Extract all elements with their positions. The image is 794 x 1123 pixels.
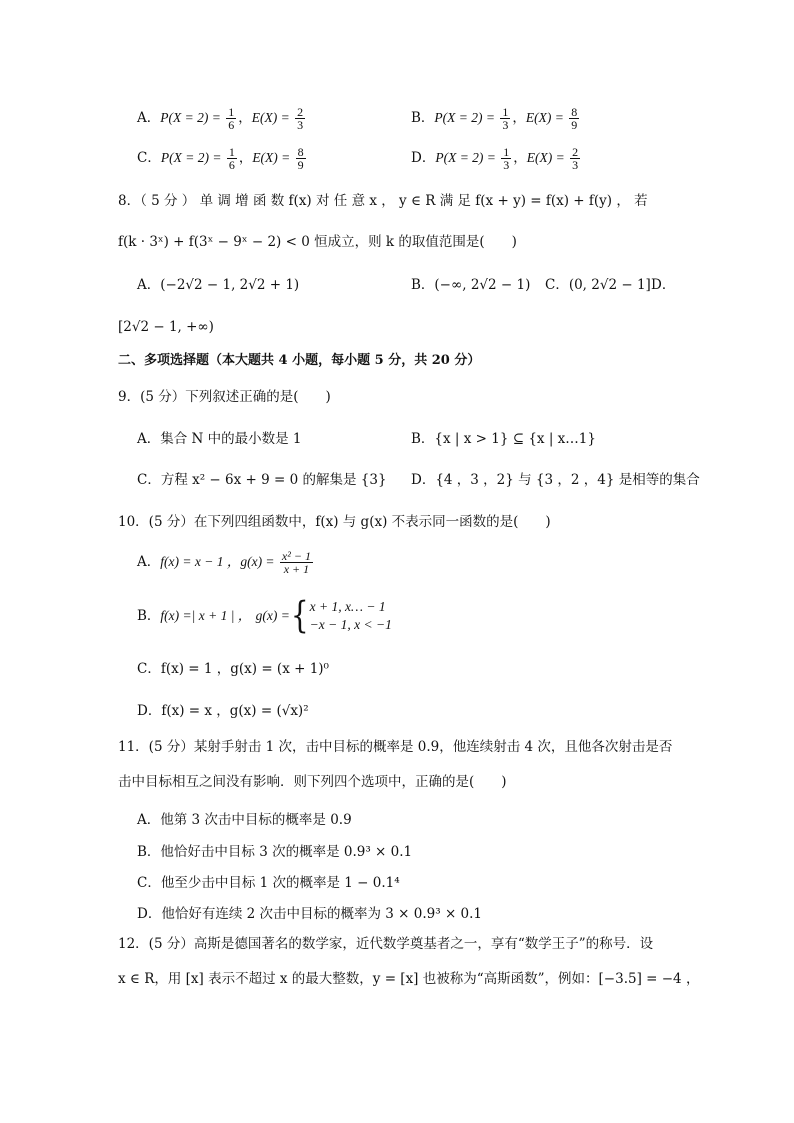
prob-expr: P(X = 2) = <box>435 150 500 165</box>
q8-option-d: D． <box>651 277 676 293</box>
expect-expr: E(X) = <box>251 110 294 125</box>
fraction <box>570 146 580 171</box>
q9-option-b: B．{x | x > 1} ⊆ {x | x…1} <box>411 431 596 447</box>
numerator: 2 <box>297 105 304 119</box>
prob-expr: P(X = 2) = <box>160 110 225 125</box>
q9-option-c: C．方程 x² − 6x + 9 = 0 的解集是 {3} <box>137 472 387 488</box>
numerator: 1 <box>228 105 235 119</box>
numerator: 2 <box>572 145 579 159</box>
q7-option-d <box>411 146 582 172</box>
denominator: 3 <box>503 158 510 172</box>
q10-stem: 10．(5 分）在下列四组函数中，f(x) 与 g(x) 不表示同一函数的是( ) <box>118 514 551 530</box>
separator: ， <box>512 110 526 126</box>
q10-option-a <box>137 550 315 582</box>
q8-option-a: A．(−2√2 − 1, 2√2 + 1) <box>137 277 300 293</box>
denominator: 6 <box>228 158 235 172</box>
q10-option-d: D．f(x) = x ，g(x) = (√x)² <box>137 703 309 719</box>
denominator: x + 1 <box>283 562 310 576</box>
q12-stem-line2: x ∈ R，用 [x] 表示不超过 x 的最大整数，y = [x] 也被称为“高斯函数”，例如：[−3.5] = −4 ， <box>118 971 700 987</box>
fraction <box>280 550 313 575</box>
denominator: 3 <box>502 118 509 132</box>
q11-stem-line2: 击中目标相互之间没有影响．则下列四个选项中，正确的是( ) <box>118 774 507 790</box>
q7-option-a <box>137 106 307 132</box>
prob-expr: P(X = 2) = <box>160 150 225 165</box>
denominator: 9 <box>297 158 304 172</box>
fraction <box>227 146 237 171</box>
q9-stem: 9．(5 分）下列叙述正确的是( ) <box>118 389 331 405</box>
g-expr: g(x) = <box>255 608 290 623</box>
separator: ， <box>513 150 527 166</box>
numerator: 8 <box>297 145 304 159</box>
option-label: B． <box>137 608 161 624</box>
numerator: x² − 1 <box>281 549 311 563</box>
piecewise-cases <box>310 598 392 634</box>
denominator: 6 <box>228 118 235 132</box>
separator: ， <box>238 110 252 126</box>
numerator: 1 <box>228 145 235 159</box>
q11-option-b: B．他恰好击中目标 3 次的概率是 0.9³ × 0.1 <box>137 844 413 860</box>
fraction <box>500 106 510 131</box>
section-heading: 二、多项选择题（本大题共 4 小题，每小题 5 分，共 20 分） <box>118 353 481 368</box>
expect-expr: E(X) = <box>252 150 294 165</box>
denominator: 3 <box>572 158 579 172</box>
fraction <box>501 146 511 171</box>
denominator: 9 <box>571 118 578 132</box>
q11-option-a: A．他第 3 次击中目标的概率是 0.9 <box>137 812 352 828</box>
q9-option-d: D．{4 ，3 ，2} 与 {3 ，2 ，4} 是相等的集合 <box>411 472 700 488</box>
numerator: 1 <box>502 105 509 119</box>
f-expr: f(x) =| x + 1 | ， <box>160 608 252 623</box>
option-label: C． <box>137 150 161 166</box>
denominator: 3 <box>297 118 304 132</box>
q7-option-b <box>411 106 581 132</box>
q8-stem-line1: 8．（ 5 分 ） 单 调 增 函 数 f(x) 对 任 意 x ， y ∈ R 满 足 f(x + y) = f(x) + f(y) ， 若 <box>118 193 648 209</box>
case-2: −x − 1, x < −1 <box>309 617 392 632</box>
numerator: 8 <box>571 105 578 119</box>
q8-option-b: B．(−∞, 2√2 − 1) <box>411 277 531 293</box>
q7-option-c <box>137 146 308 172</box>
q11-option-d: D．他恰好有连续 2 次击中目标的概率为 3 × 0.9³ × 0.1 <box>137 906 483 922</box>
q11-stem-line1: 11．(5 分）某射手射击 1 次，击中目标的概率是 0.9，他连续射击 4 次，且他各次射击是否 <box>118 739 673 755</box>
fraction <box>296 146 306 171</box>
q10-option-b <box>137 593 392 637</box>
q8-option-c: C．(0, 2√2 − 1] <box>545 277 651 293</box>
case-1: x + 1, x… − 1 <box>309 599 386 614</box>
q8-option-d-continued: [2√2 − 1, +∞) <box>118 319 214 335</box>
fraction <box>226 106 236 131</box>
q8-stem-line2: f(k · 3ˣ) + f(3ˣ − 9ˣ − 2) < 0 恒成立，则 k 的取值范围是( ) <box>118 234 517 250</box>
fraction <box>295 106 305 131</box>
option-label: B． <box>411 110 435 126</box>
option-label: A． <box>137 110 161 126</box>
option-label: A． <box>137 554 161 570</box>
numerator: 1 <box>503 145 510 159</box>
option-label: D． <box>411 150 436 166</box>
separator: ， <box>238 150 253 166</box>
expect-expr: E(X) = <box>525 110 568 125</box>
left-brace: { <box>290 593 309 637</box>
q11-option-c: C．他至少击中目标 1 次的概率是 1 − 0.1⁴ <box>137 875 400 891</box>
q10-option-c: C．f(x) = 1 ，g(x) = (x + 1)⁰ <box>137 661 329 677</box>
expect-expr: E(X) = <box>526 150 569 165</box>
prob-expr: P(X = 2) = <box>434 110 499 125</box>
g-expr: g(x) = <box>240 554 278 569</box>
fraction <box>569 106 579 131</box>
q12-stem-line1: 12．(5 分）高斯是德国著名的数学家，近代数学奠基者之一，享有“数学王子”的称号．设 <box>118 936 654 952</box>
f-expr: f(x) = x − 1 ， <box>160 554 241 569</box>
q9-option-a: A．集合 N 中的最小数是 1 <box>137 431 302 447</box>
